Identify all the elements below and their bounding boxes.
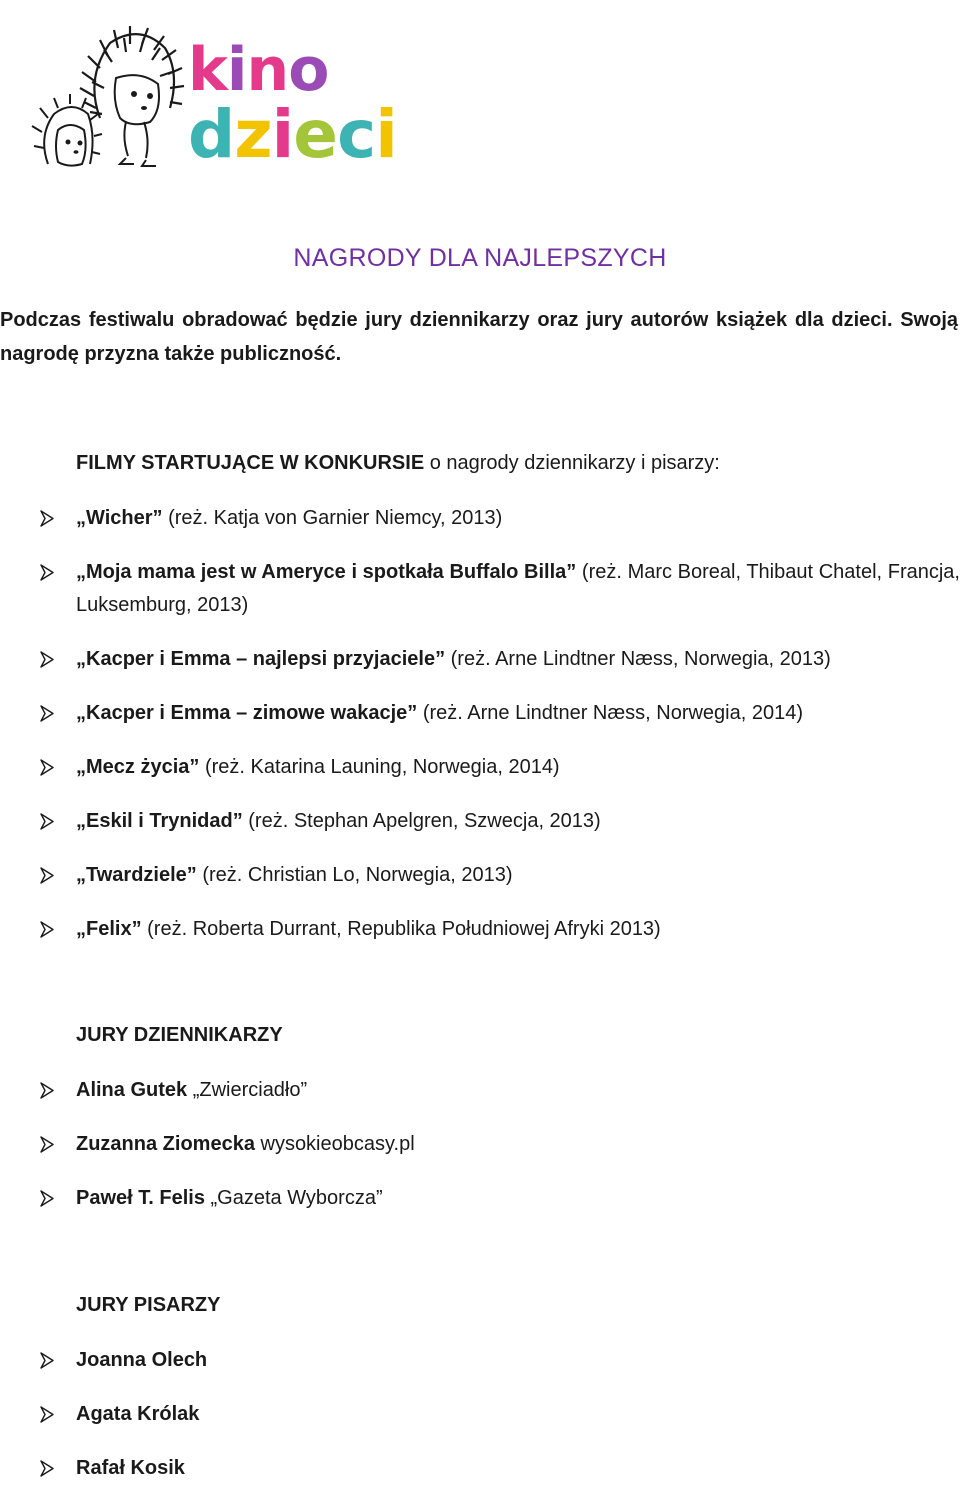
film-details: (reż. Stephan Apelgren, Szwecja, 2013) — [242, 810, 601, 832]
writer-name: Agata Królak — [76, 1403, 200, 1425]
arrow-bullet-icon — [38, 697, 58, 730]
arrow-bullet-icon — [38, 1452, 58, 1485]
kino-dzieci-logo — [30, 18, 397, 178]
film-item-text — [76, 859, 960, 892]
film-item-text — [76, 697, 960, 730]
writer-name: Rafał Kosik — [76, 1457, 185, 1479]
arrow-bullet-icon — [38, 1182, 58, 1215]
page-title: NAGRODY DLA NAJLEPSZYCH — [293, 244, 667, 272]
arrow-bullet-icon — [38, 502, 58, 535]
logo-letter: i — [226, 35, 247, 105]
intro-paragraph: Podczas festiwalu obradować będzie jury dziennikarzy oraz jury autorów książek dla dzieci. Swoją nagrodę przyzna także publiczność. — [0, 309, 958, 365]
films-heading-bold: FILMY STARTUJĄCE W KONKURSIE — [76, 452, 425, 474]
film-details: (reż. Arne Lindtner Næss, Norwegia, 2013) — [445, 648, 831, 670]
logo-kino-letters-1 — [188, 35, 328, 105]
writer-item-text — [76, 1344, 960, 1377]
arrow-bullet-icon — [38, 1398, 58, 1431]
film-details: (reż. Christian Lo, Norwegia, 2013) — [196, 864, 513, 886]
film-item-text — [76, 643, 960, 676]
arrow-bullet-icon — [38, 1074, 58, 1107]
logo-dzieci-letters — [188, 96, 397, 173]
film-item-text — [76, 556, 960, 622]
films-heading-normal: o nagrody dziennikarzy i pisarzy: — [424, 452, 720, 474]
logo-letter: o — [288, 35, 329, 105]
film-item-text — [76, 805, 960, 838]
logo-letter: i — [375, 96, 397, 173]
logo-word-kino — [188, 35, 329, 105]
film-title: „Kacper i Emma – zimowe wakacje” — [76, 702, 418, 724]
film-item-text — [76, 751, 960, 784]
film-title: „Moja mama jest w Ameryce i spotkała Buffalo Billa” — [76, 561, 577, 583]
logo-word-dzieci — [188, 96, 397, 173]
film-details: (reż. Marc Boreal, Thibaut Chatel, Francja, Luksemburg, 2013) — [76, 561, 960, 616]
film-title: „Mecz życia” — [76, 756, 200, 778]
film-title: „Twardziele” — [76, 864, 197, 886]
logo-letter: n — [246, 35, 289, 105]
film-title: „Felix” — [76, 918, 142, 940]
logo-letter: e — [293, 96, 338, 173]
arrow-bullet-icon — [38, 913, 58, 946]
logo-letter: i — [271, 96, 294, 173]
arrow-bullet-icon — [38, 1128, 58, 1161]
logo-letter: c — [337, 96, 376, 173]
journalist-item-text — [76, 1128, 960, 1161]
journalist-item-text — [76, 1182, 960, 1215]
arrow-bullet-icon — [38, 556, 58, 589]
films-heading — [76, 452, 720, 475]
writer-item-text — [76, 1452, 960, 1485]
film-details: (reż. Katarina Launing, Norwegia, 2014) — [199, 756, 560, 778]
writer-item-text — [76, 1398, 960, 1431]
juror-outlet: „Gazeta Wyborcza” — [204, 1187, 383, 1209]
juror-name: Paweł T. Felis — [76, 1187, 205, 1209]
jury-journalists-heading: JURY DZIENNIKARZY — [76, 1024, 283, 1046]
film-title: „Eskil i Trynidad” — [76, 810, 243, 832]
film-details: (reż. Arne Lindtner Næss, Norwegia, 2014) — [417, 702, 804, 724]
arrow-bullet-icon — [38, 643, 58, 676]
arrow-bullet-icon — [38, 859, 58, 892]
logo-letter: z — [234, 96, 272, 173]
jury-writers-heading: JURY PISARZY — [76, 1294, 221, 1316]
logo-letter: k — [188, 35, 227, 105]
juror-name: Zuzanna Ziomecka — [76, 1133, 255, 1155]
film-details: (reż. Roberta Durrant, Republika Południowej Afryki 2013) — [141, 918, 661, 940]
film-title: „Kacper i Emma – najlepsi przyjaciele” — [76, 648, 446, 670]
film-item-text — [76, 913, 960, 946]
film-item-text — [76, 502, 960, 535]
juror-name: Alina Gutek — [76, 1079, 188, 1101]
juror-outlet: wysokieobcasy.pl — [254, 1133, 415, 1155]
arrow-bullet-icon — [38, 751, 58, 784]
arrow-bullet-icon — [38, 1344, 58, 1377]
journalist-item-text — [76, 1074, 960, 1107]
hedgehog-illustration — [30, 18, 190, 178]
arrow-bullet-icon — [38, 805, 58, 838]
film-details: (reż. Katja von Garnier Niemcy, 2013) — [162, 507, 503, 529]
film-title: „Wicher” — [76, 507, 163, 529]
logo-letter: d — [188, 96, 235, 173]
juror-outlet: „Zwierciadło” — [187, 1079, 308, 1101]
writer-name: Joanna Olech — [76, 1349, 208, 1371]
